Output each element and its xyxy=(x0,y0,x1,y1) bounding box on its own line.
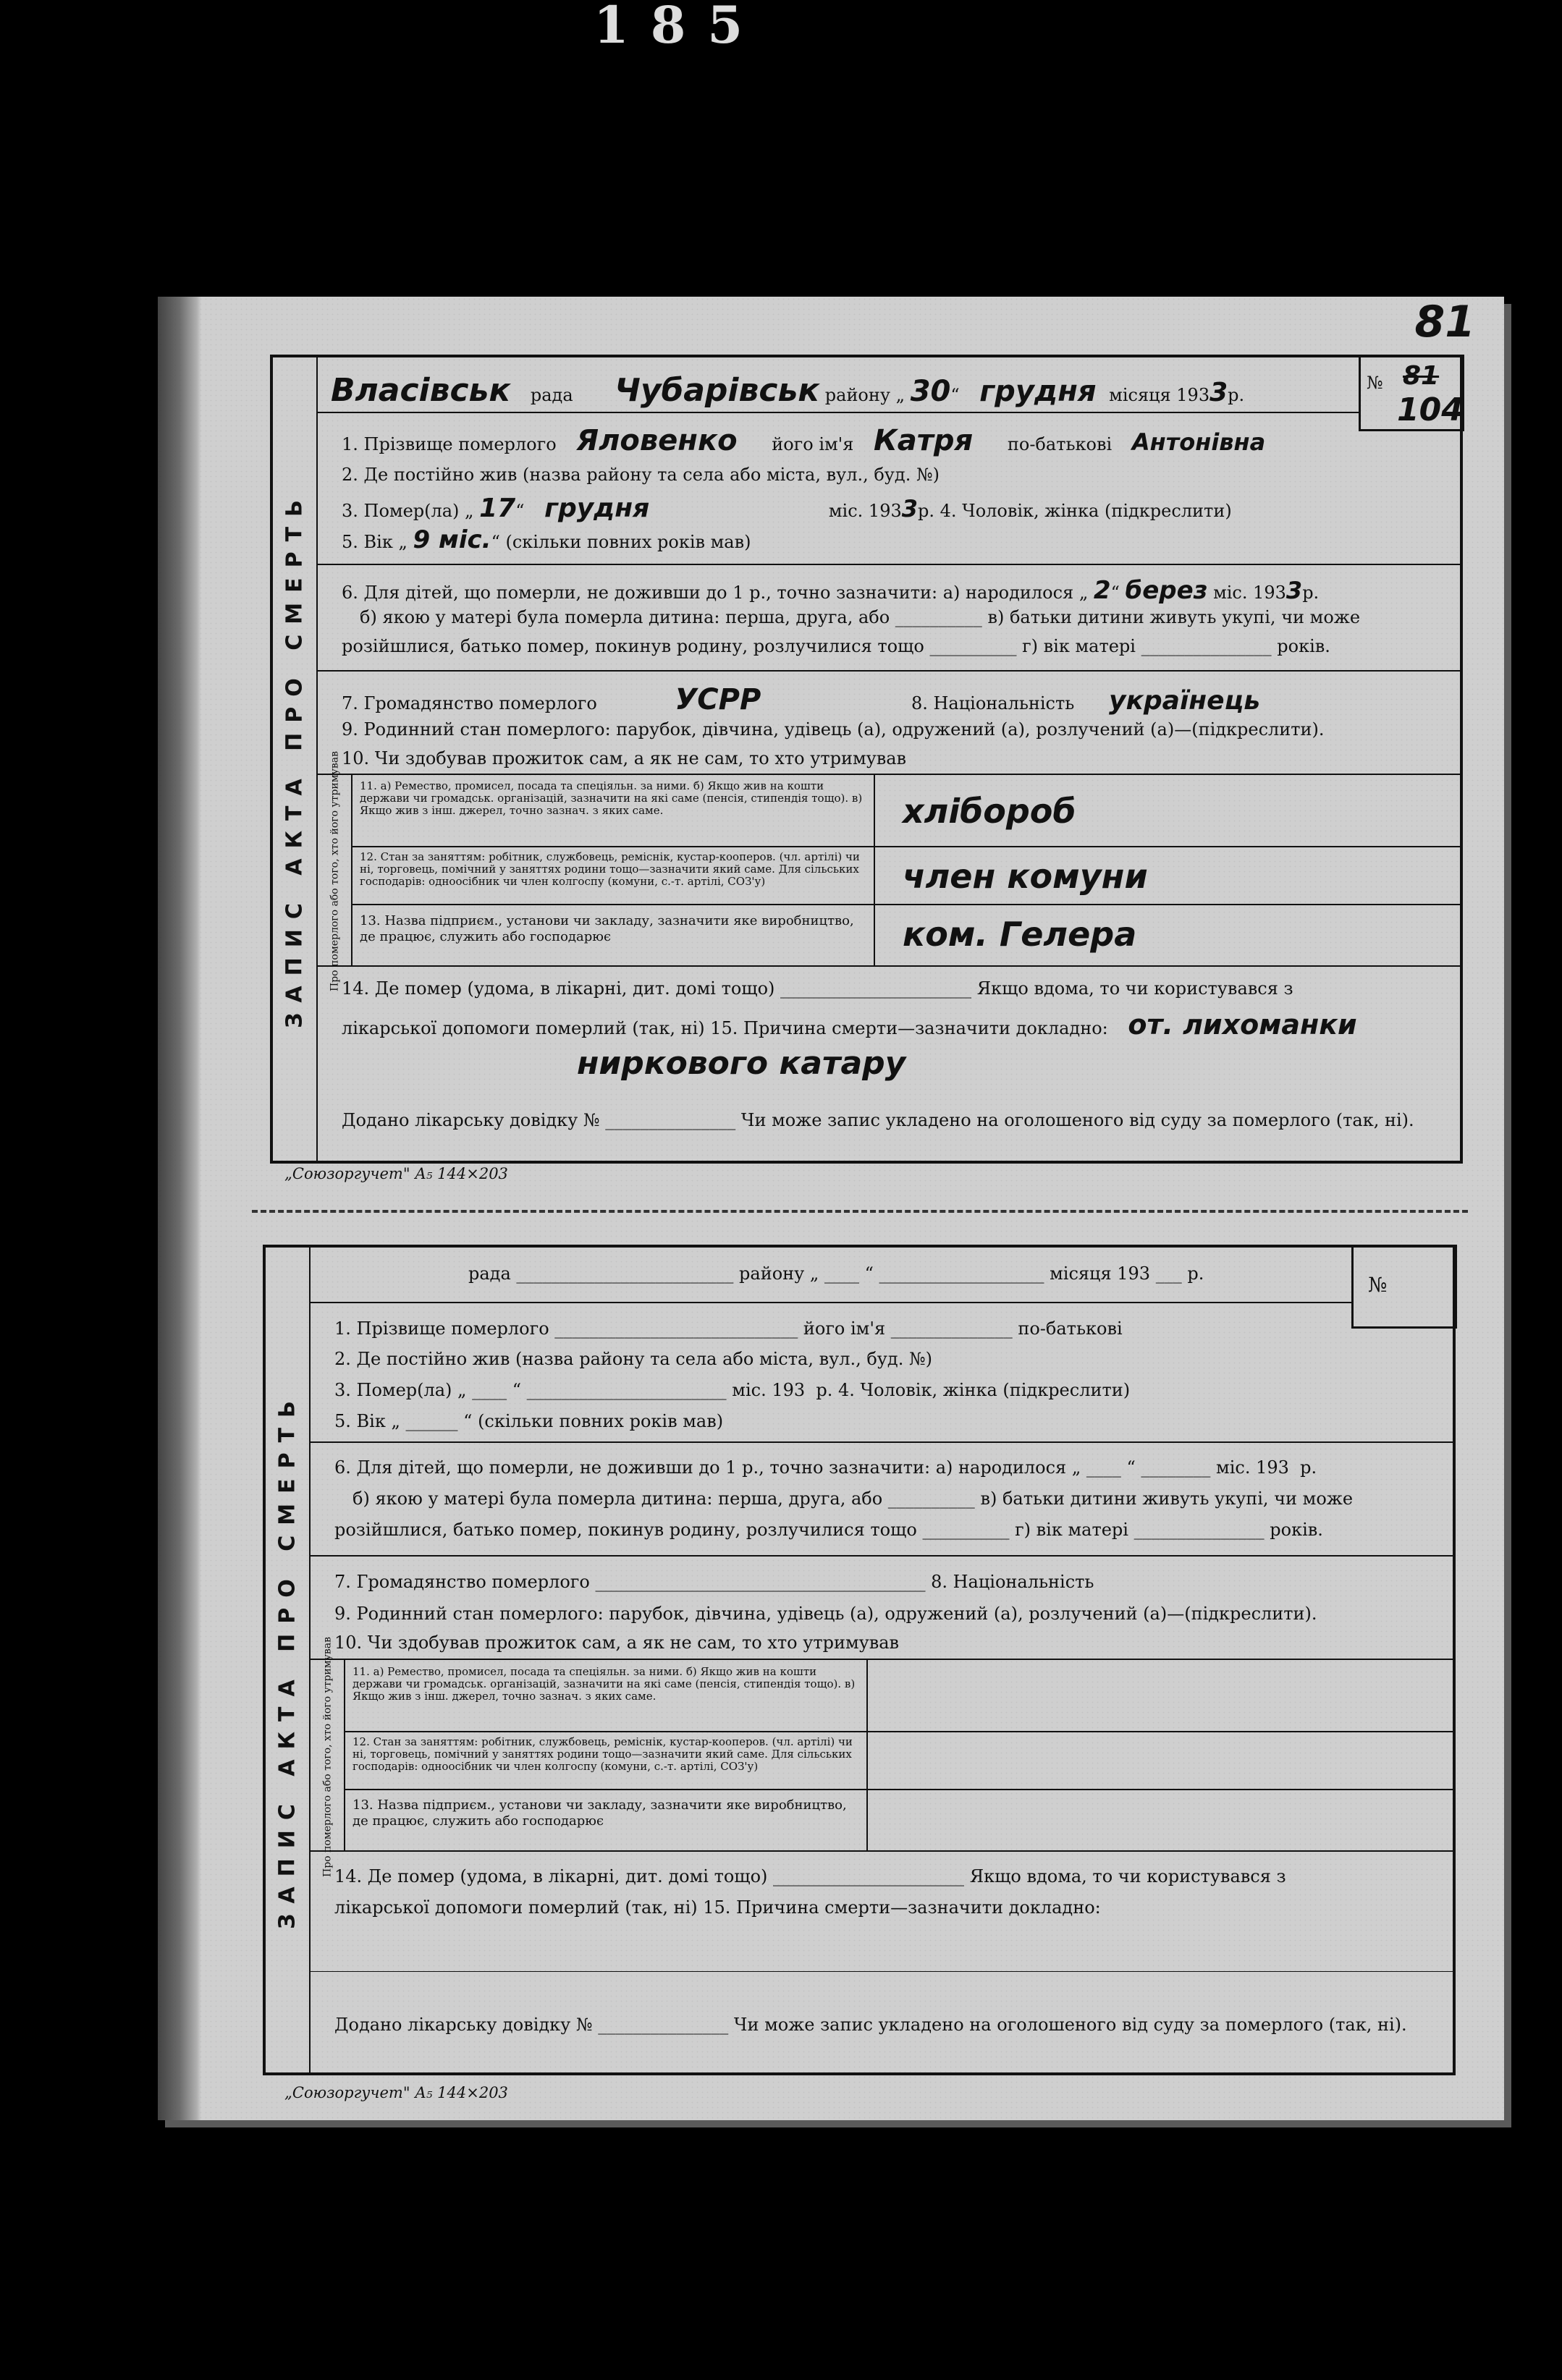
occupation-11-value: хлібороб xyxy=(903,792,1076,831)
rada-value: Власівськ xyxy=(331,372,511,409)
record-number-box xyxy=(1359,355,1464,431)
label-name: його ім'я xyxy=(772,434,854,454)
divider xyxy=(309,1302,1351,1303)
row-6a: 6. Для дітей, що померли, не доживши до 1 р., точно зазначити: а) народилося „ 2“ берез міс. 1933р. xyxy=(342,576,1320,605)
month-label: місяця 193 xyxy=(1109,385,1210,405)
row-6b: б) якою у матері була померла дитина: перша, друга, або __________ в) батьки дитини живуть укупі, чи може xyxy=(352,1488,1354,1509)
label-age: 5. Вік xyxy=(342,532,393,552)
name-value: Катря xyxy=(874,424,974,457)
patronymic-value: Антонівна xyxy=(1131,428,1266,456)
row-14: 14. Де помер (удома, в лікарні, дит. домі тощо) ______________________ Якщо вдома, то чи користувався з xyxy=(334,1866,1286,1886)
row-2: 2. Де постійно жив (назва району та села або міста, вул., буд. №) xyxy=(342,465,940,485)
label-died: 3. Помер(ла) xyxy=(334,1380,452,1400)
label-born: 6. Для дітей, що померли, не доживши до 1 р., точно зазначити: а) народилося xyxy=(334,1457,1067,1478)
row-5: 5. Вік „ ______ “ (скільки повних років мав) xyxy=(334,1411,724,1431)
number-label: № xyxy=(1368,1273,1388,1297)
divider xyxy=(344,1659,345,1850)
occupation-12-value: член комуни xyxy=(903,857,1148,896)
divider xyxy=(309,1850,1453,1852)
label-parents-status: розійшлися, батько помер, покинув родину, розлучилися тощо xyxy=(342,636,924,656)
label-court: Чи може запис укладено на оголошеного від суду за померлого (так, ні). xyxy=(733,2015,1407,2035)
death-day: 17 xyxy=(479,494,516,523)
birth-month: берез xyxy=(1125,576,1208,605)
sub-side-title: Про померлого або того, хто його утримував xyxy=(321,1637,334,1877)
divider xyxy=(309,1441,1453,1443)
year-suffix: р. xyxy=(1228,385,1245,405)
label-mother-age: г) вік матері xyxy=(1015,1520,1128,1540)
page-number: 81 xyxy=(1414,297,1475,347)
row-12: 12. Стан за заняттям: робітник, службовець, реміснік, кустар-кооперов. (чл. артілі) чи ні, торговець, помічний у заняттях родини тощо—зазначити який саме. Для сільських господарів: одноосібник чи член колгоспу (комуни, с.-т. артілі, СОЗ'у) xyxy=(352,1735,853,1773)
header-row: Власівськ рада Чубарівськ району „ 30“ грудня місяця 1933р. xyxy=(331,372,1245,409)
row-1: 1. Прізвище померлого ____________________________ його ім'я ______________ по-батькові xyxy=(334,1318,1123,1339)
divider xyxy=(316,412,1359,413)
row-16: Додано лікарську довідку № _______________ Чи може запис укладено на оголошеного від суду за померлого (так, ні). xyxy=(342,1110,1414,1130)
form-footer: „Союзоргучет" А₅ 144×203 xyxy=(284,1165,508,1182)
year-digit: 3 xyxy=(1210,378,1228,407)
divider xyxy=(344,1731,1453,1732)
death-record-form-filled xyxy=(270,355,1463,1164)
month-label: місяця 193 xyxy=(1050,1263,1151,1284)
sub-side-title: Про померлого або того, хто його утримував xyxy=(329,751,341,991)
birth-year-digit: 3 xyxy=(1286,577,1303,604)
label-birth-month: міс. 193 xyxy=(1216,1457,1289,1478)
label-surname: 1. Прізвище померлого xyxy=(342,434,557,454)
label-age-note: (скільки повних років мав) xyxy=(478,1411,724,1431)
divider xyxy=(351,846,1460,847)
label-age: 5. Вік xyxy=(334,1411,386,1431)
rayon-value: Чубарівськ xyxy=(615,372,820,409)
number-label: № xyxy=(1367,373,1383,393)
row-15 xyxy=(342,1009,1357,1041)
occupation-13-value: ком. Гелера xyxy=(903,915,1137,954)
row-5: 5. Вік „ 9 міс.“ (скільки повних років мав) xyxy=(342,525,751,554)
row-6c: розійшлися, батько помер, покинув родину, розлучилися тощо __________ г) вік матері _______________ років. xyxy=(334,1520,1323,1540)
label-name: його ім'я xyxy=(803,1318,886,1339)
label-home: Якщо вдома, то чи користувався з xyxy=(969,1866,1286,1886)
cause-value-1: от. лихоманки xyxy=(1128,1009,1357,1041)
row-11: 11. а) Ремество, промисел, посада та спеціяльн. за ними. б) Якщо жив на кошти держави чи громадськ. організацій, зазначити на які саме (пенсія, стипендія тощо). в) Якщо жив з інш. джерел, точно зазнач. з яких саме. xyxy=(352,1665,856,1703)
label-year: р. xyxy=(1300,1457,1317,1478)
divider xyxy=(866,1659,868,1850)
row-10: 10. Чи здобував прожиток сам, а як не сам, то хто утримував xyxy=(334,1632,900,1653)
rayon-label: району xyxy=(739,1263,805,1284)
rayon-label: району xyxy=(824,385,890,405)
label-child-order: б) якою у матері була померла дитина: перша, друга, або xyxy=(360,607,890,627)
label-medical-cert: Додано лікарську довідку № xyxy=(342,1110,600,1130)
label-surname: 1. Прізвище померлого xyxy=(334,1318,549,1339)
label-years: років. xyxy=(1270,1520,1323,1540)
cut-line xyxy=(252,1210,1468,1213)
label-born: 6. Для дітей, що померли, не доживши до 1 р., точно зазначити: а) народилося xyxy=(342,583,1074,603)
rada-label: рада xyxy=(530,385,573,405)
record-number: 104 xyxy=(1397,391,1464,428)
label-nationality: 8. Національність xyxy=(911,693,1075,713)
row-3: 3. Помер(ла) „ ____ “ _______________________ міс. 193 р. 4. Чоловік, жінка (підкреслити) xyxy=(334,1380,1131,1400)
divider xyxy=(309,1555,1453,1557)
label-citizenship: 7. Громадянство померлого xyxy=(342,693,597,713)
row-1 xyxy=(342,424,1265,457)
label-years: років. xyxy=(1277,636,1330,656)
divider xyxy=(316,965,1460,967)
form-side-title: ЗАПИС АКТА ПРО СМЕРТЬ xyxy=(266,1248,311,2072)
label-cause: лікарської допомоги померлий (так, ні) 15. Причина смерти—зазначити докладно: xyxy=(342,1018,1108,1038)
row-10: 10. Чи здобував прожиток сам, а як не сам, то хто утримував xyxy=(342,748,907,768)
year-suffix: р. xyxy=(1187,1263,1204,1284)
death-month: грудня xyxy=(544,494,650,523)
rada-label: рада xyxy=(468,1263,511,1284)
label-sex: р. 4. Чоловік, жінка (підкреслити) xyxy=(918,501,1232,521)
label-death-place: 14. Де помер (удома, в лікарні, дит. домі тощо) xyxy=(342,978,775,999)
row-6b: б) якою у матері була померла дитина: перша, друга, або __________ в) батьки дитини живуть укупі, чи може xyxy=(360,607,1361,627)
birth-day: 2 xyxy=(1093,576,1111,605)
label-court: Чи може запис укладено на оголошеного від суду за померлого (так, ні). xyxy=(740,1110,1414,1130)
day-value: 30 xyxy=(910,375,951,408)
row-9: 9. Родинний стан померлого: парубок, дівчина, удівець (а), одружений (а), розлучений (а)—(підкреслити). xyxy=(342,719,1325,740)
row-2: 2. Де постійно жив (назва району та села або міста, вул., буд. №) xyxy=(334,1349,933,1369)
divider xyxy=(874,774,875,965)
death-record-form-blank xyxy=(263,1245,1456,2075)
row-7: 7. Громадянство померлого ______________________________________ 8. Національність xyxy=(334,1572,1094,1592)
row-14: 14. Де помер (удома, в лікарні, дит. домі тощо) ______________________ Якщо вдома, то чи користувався з xyxy=(342,978,1293,999)
label-nationality: 8. Національність xyxy=(931,1572,1094,1592)
row-11: 11. а) Ремество, промисел, посада та спеціяльн. за ними. б) Якщо жив на кошти держави чи громадськ. організацій, зазначити на які саме (пенсія, стипендія тощо). в) Якщо жив з інш. джерел, точно зазнач. з яких саме. xyxy=(360,779,863,817)
death-year-digit: 3 xyxy=(901,495,919,522)
label-patronymic: по-батькові xyxy=(1007,434,1113,454)
label-mother-age: г) вік матері xyxy=(1022,636,1136,656)
surname-value: Яловенко xyxy=(576,424,738,457)
divider xyxy=(351,904,1460,905)
cause-value-2: ниркового катару xyxy=(577,1045,906,1082)
citizenship-value: УСРР xyxy=(675,683,761,716)
row-9: 9. Родинний стан померлого: парубок, дівчина, удівець (а), одружений (а), розлучений (а)—(підкреслити). xyxy=(334,1604,1317,1624)
age-value: 9 міс. xyxy=(413,525,491,554)
form-footer: „Союзоргучет" А₅ 144×203 xyxy=(284,2084,508,2101)
label-medical-cert: Додано лікарську довідку № xyxy=(334,2015,593,2035)
row-6a: 6. Для дітей, що померли, не доживши до 1 р., точно зазначити: а) народилося „ ____ “ ________ міс. 193 р. xyxy=(334,1457,1317,1478)
label-death-month: міс. 193 xyxy=(828,501,902,521)
label-death-month: міс. 193 xyxy=(732,1380,806,1400)
divider xyxy=(316,564,1460,565)
torn-edge xyxy=(158,297,201,2120)
nationality-value: українець xyxy=(1108,686,1261,716)
row-15: лікарської допомоги померлий (так, ні) 15. Причина смерти—зазначити докладно: xyxy=(334,1897,1101,1918)
divider xyxy=(344,1789,1453,1790)
label-birth-month: міс. 193 xyxy=(1213,583,1286,603)
form-side-title: ЗАПИС АКТА ПРО СМЕРТЬ xyxy=(273,357,318,1161)
row-16: Додано лікарську довідку № _______________ Чи може запис укладено на оголошеного від суду за померлого (так, ні). xyxy=(334,2015,1407,2035)
divider xyxy=(316,774,1460,775)
row-7 xyxy=(342,683,1260,716)
row-12: 12. Стан за заняттям: робітник, службовець, реміснік, кустар-кооперов. (чл. артілі) чи ні, торговець, помічний у заняттях родини тощо—зазначити який саме. Для сільських господарів: одноосібник чи член колгоспу (комуни, с.-т. артілі, СОЗ'у) xyxy=(360,850,860,888)
row-13: 13. Назва підприєм., установи чи закладу, зазначити яке виробництво, де працює, служить або господарює xyxy=(360,913,854,944)
archive-mark: 185 xyxy=(594,0,765,55)
divider xyxy=(316,670,1460,672)
label-citizenship: 7. Громадянство померлого xyxy=(334,1572,590,1592)
label-child-order: б) якою у матері була померла дитина: перша, друга, або xyxy=(352,1488,883,1509)
label-parents-status: розійшлися, батько помер, покинув родину, розлучилися тощо xyxy=(334,1520,917,1540)
row-13: 13. Назва підприєм., установи чи закладу, зазначити яке виробництво, де працює, служить або господарює xyxy=(352,1797,847,1829)
label-age-note: (скільки повних років мав) xyxy=(505,532,751,552)
number-struck: 81 xyxy=(1403,361,1440,391)
row-3: 3. Помер(ла) „ 17“ грудня міс. 1933р. 4. Чоловік, жінка (підкреслити) xyxy=(342,494,1232,523)
label-home: Якщо вдома, то чи користувався з xyxy=(976,978,1293,999)
label-parents: в) батьки дитини живуть укупі, чи може xyxy=(987,607,1361,627)
label-patronymic: по-батькові xyxy=(1018,1318,1123,1339)
document-sheet xyxy=(158,297,1504,2120)
divider xyxy=(351,774,352,965)
divider xyxy=(309,1659,1453,1660)
divider xyxy=(309,1971,1453,1972)
label-parents: в) батьки дитини живуть укупі, чи може xyxy=(980,1488,1354,1509)
row-6c: розійшлися, батько помер, покинув родину, розлучилися тощо __________ г) вік матері _______________ років. xyxy=(342,636,1330,656)
header-row: рада _________________________ району „ ____ “ ___________________ місяця 193 ___ р. xyxy=(468,1263,1204,1284)
label-death-place: 14. Де помер (удома, в лікарні, дит. домі тощо) xyxy=(334,1866,768,1886)
record-number-box xyxy=(1351,1245,1457,1329)
label-sex: р. 4. Чоловік, жінка (підкреслити) xyxy=(816,1380,1131,1400)
label-died: 3. Помер(ла) xyxy=(342,501,460,521)
month-value: грудня xyxy=(979,375,1097,408)
label-year: р. xyxy=(1302,583,1320,603)
